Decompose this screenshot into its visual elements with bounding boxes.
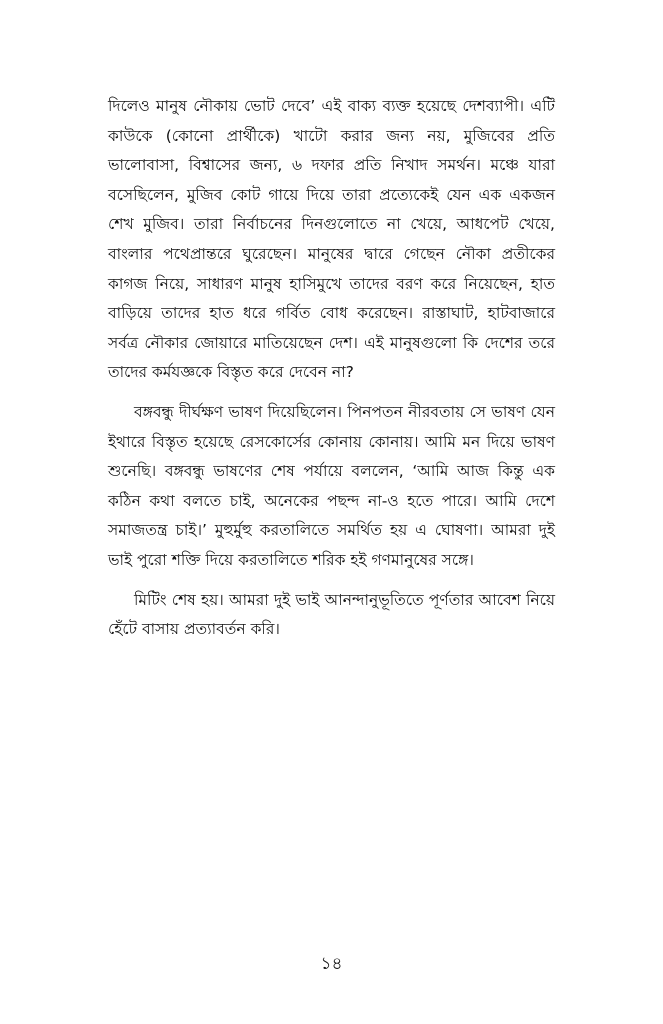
page-number: ১৪: [320, 954, 343, 974]
page-body: [108, 92, 555, 645]
paragraph-speech: বঙ্গবন্ধু দীর্ঘক্ষণ ভাষণ দিয়েছিলেন। পিনপতন নীরবতায় সে ভাষণ যেন ইথারে বিস্তৃত হয়েছে রেসকোর্সের কোনায় কোনায়। আমি মন দিয়ে ভাষণ শুনেছি। বঙ্গবন্ধু ভাষণের শেষ পর্যায়ে বললেন, ‘আমি আজ কিন্তু এক কঠিন কথা বলতে চাই, অনেকের পছন্দ না-ও হতে পারে। আমি দেশে সমাজতন্ত্র চাই।’ মুহুর্মুহু করতালিতে সমর্থিত হয় এ ঘোষণা। আমরা দুই ভাই পুরো শক্তি দিয়ে করতালিতে শরিক হই গণমানুষের সঙ্গে।: [108, 402, 555, 569]
paragraph-continuation: দিলেও মানুষ নৌকায় ভোট দেবে’ এই বাক্য ব্যক্ত হয়েছে দেশব্যাপী। এটি কাউকে (কোনো প্রার্থীকে) খাটো করার জন্য নয়, মুজিবের প্রতি ভালোবাসা, বিশ্বাসের জন্য, ৬ দফার প্রতি নিখাদ সমর্থন। মঞ্চে যারা বসেছিলেন, মুজিব কোট গায়ে দিয়ে তারা প্রত্যেকেই যেন এক একজন শেখ মুজিব। তারা নির্বাচনের দিনগুলোতে না খেয়ে, আধপেট খেয়ে, বাংলার পথেপ্রান্তরে ঘুরেছেন। মানুষের দ্বারে গেছেন নৌকা প্রতীকের কাগজ নিয়ে, সাধারণ মানুষ হাসিমুখে তাদের বরণ করে নিয়েছেন, হাত বাড়িয়ে তাদের হাত ধরে গর্বিত বোধ করেছেন। রাস্তাঘাট, হাটবাজারে সর্বত্র নৌকার জোয়ারে মাতিয়েছেন দেশ। এই মানুষগুলো কি দেশের তরে তাদের কর্মযজ্ঞকে বিস্তৃত করে দেবেন না?: [108, 97, 555, 382]
paragraph-meeting-end: মিটিং শেষ হয়। আমরা দুই ভাই আনন্দানুভূতিতে পূর্ণতার আবেশ নিয়ে হেঁটে বাসায় প্রত্যাবর্তন করি।: [108, 590, 555, 639]
